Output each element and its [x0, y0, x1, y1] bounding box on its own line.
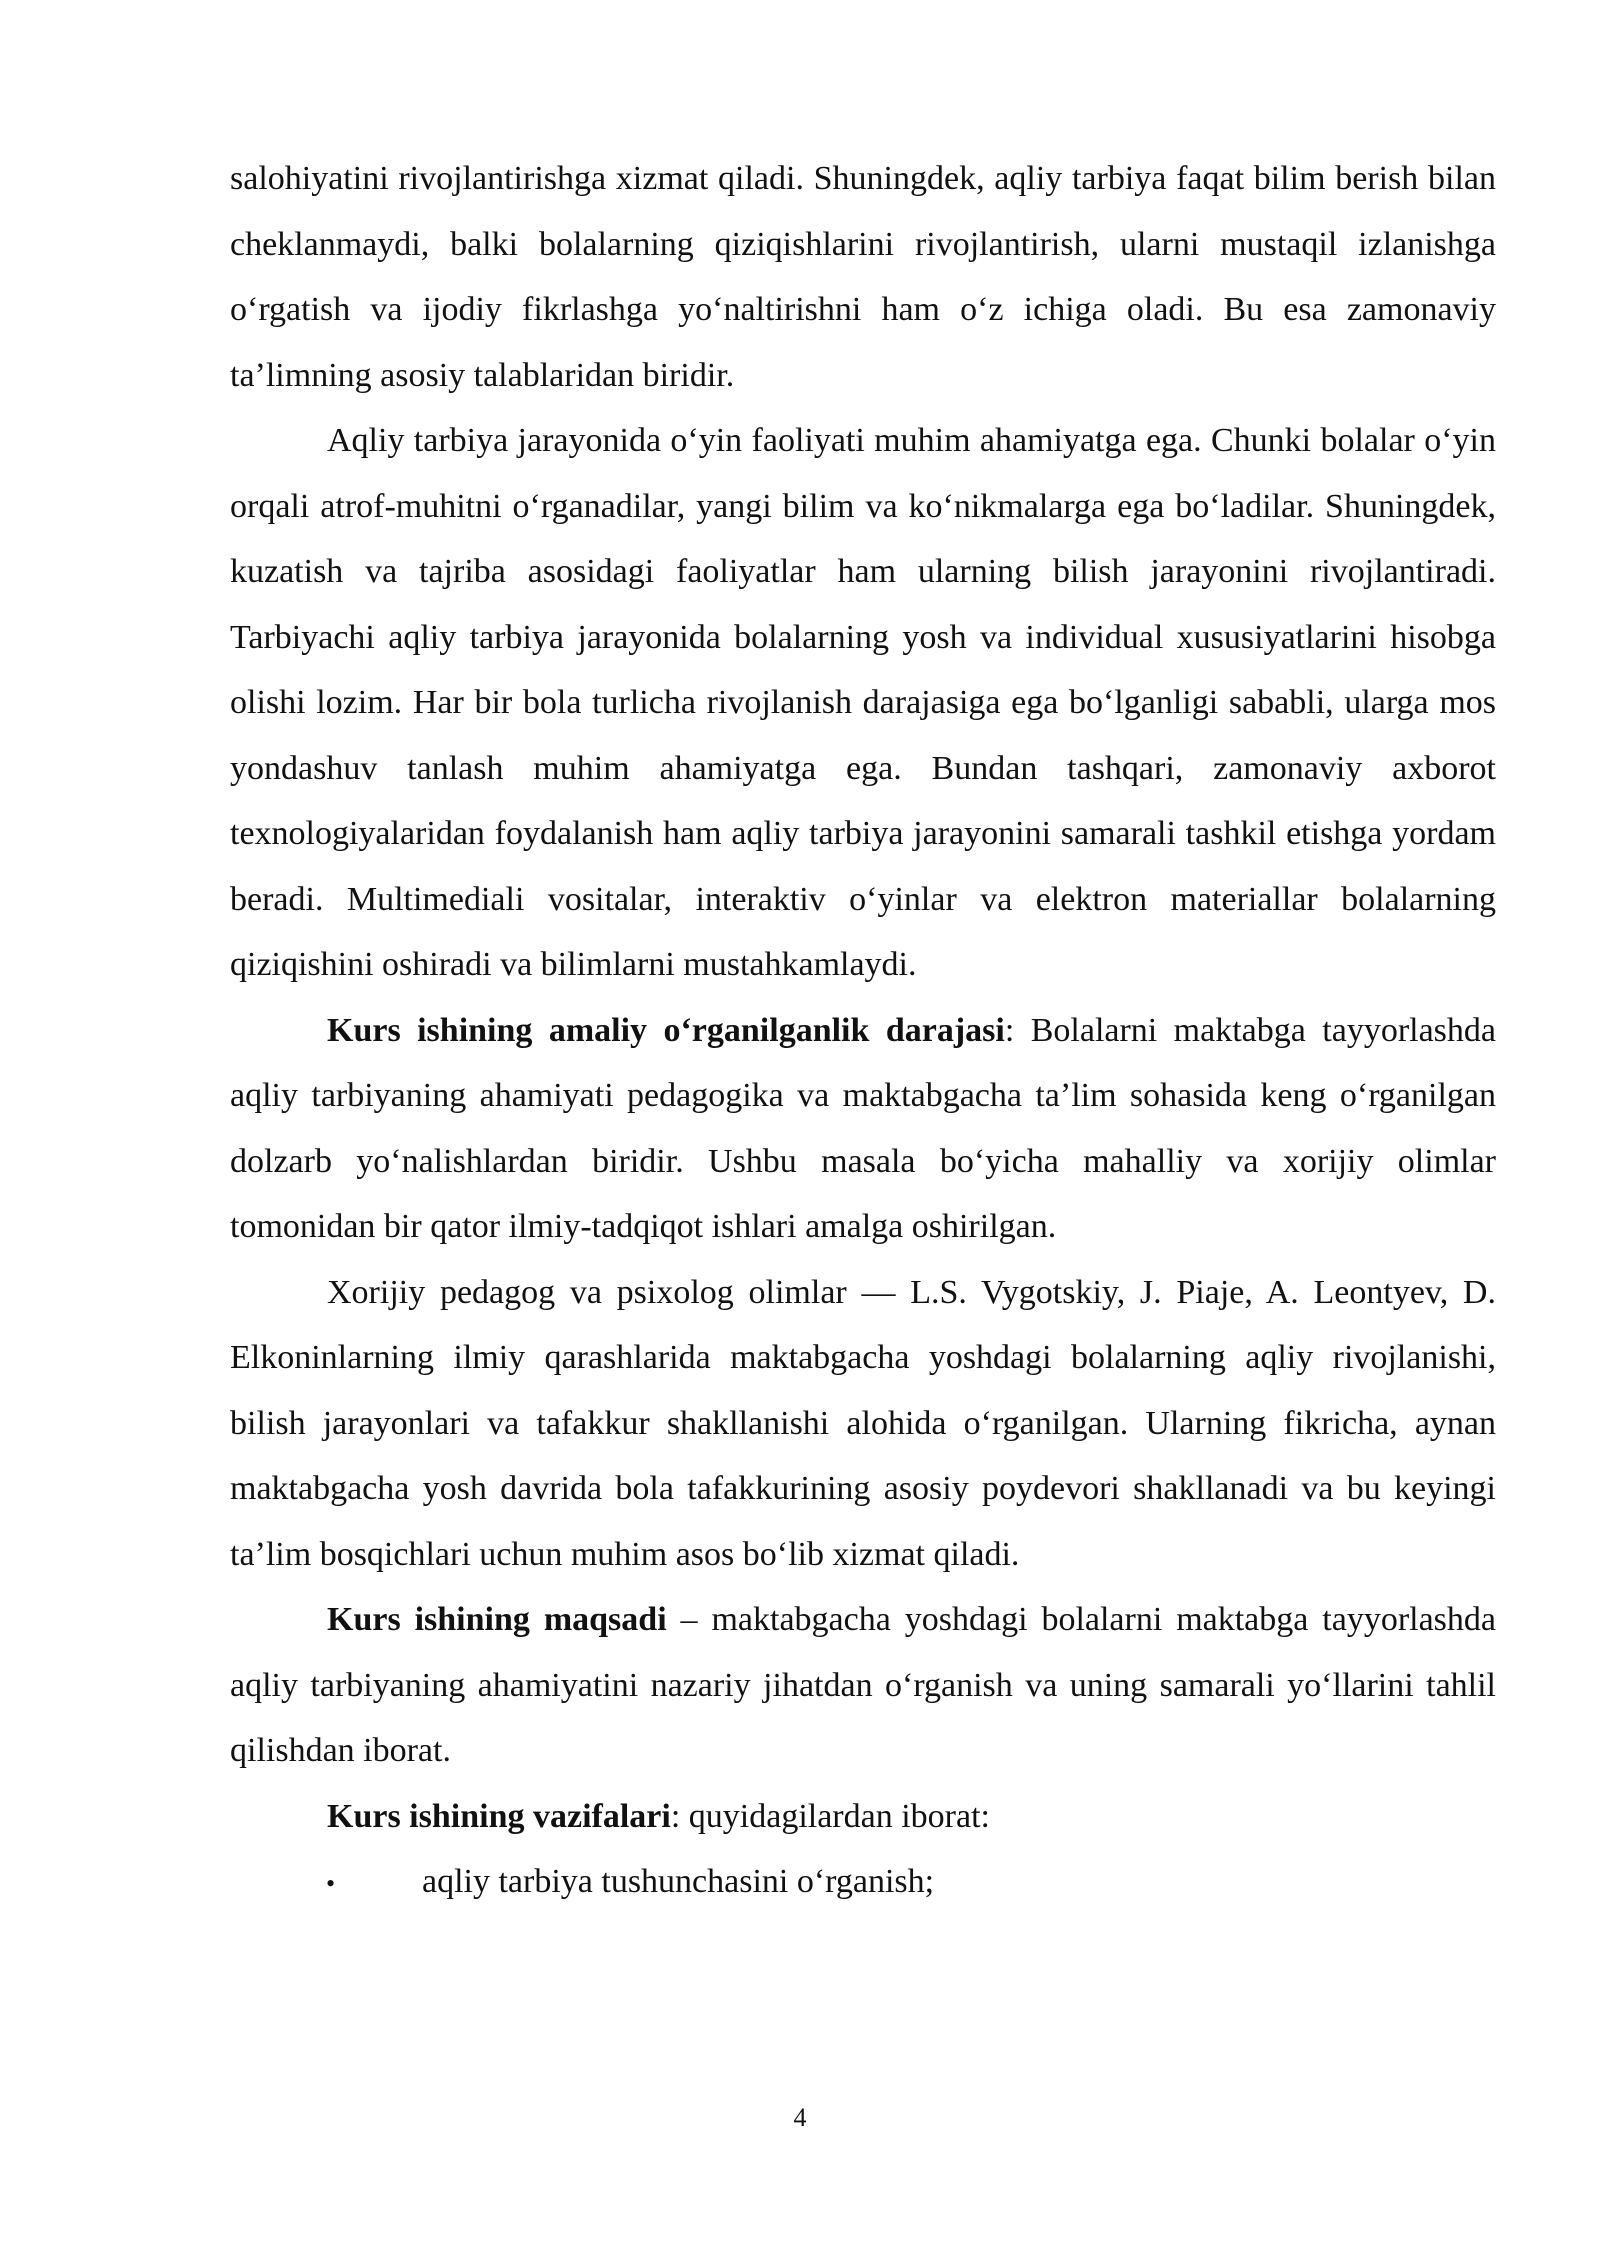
paragraph-separator: – [666, 1601, 712, 1638]
paragraph-tasks [230, 1784, 1496, 1850]
list-item-text: aqliy tarbiya tushunchasini oʻrganish; [422, 1863, 935, 1900]
paragraph-separator: : [670, 1797, 689, 1835]
paragraph-intro-continuation [230, 146, 1496, 408]
paragraph-lead-heading: Kurs ishining maqsadi [327, 1601, 667, 1638]
bullet-icon: • [326, 1869, 336, 1898]
page-number: 4 [793, 2103, 807, 2132]
paragraph-foreign-scholars [230, 1260, 1496, 1588]
paragraph-text: Xorijiy pedagog va psixolog olimlar — L.S. Vygotskiy, J. Piaje, A. Leontyev, D. Elkoninlarning ilmiy qarashlarida maktabgacha yoshdagi bolalarning aqliy rivojlanishi, bilish jarayonlari va tafakkur shakllanishi alohida oʻrganilgan. Ularning fikricha, aynan maktabgacha yosh davrida bola tafakkurining asosiy poydevori shakllanadi va bu keyingi taʼlim bosqichlari uchun muhim asos boʻlib xizmat qiladi. [230, 1273, 1496, 1573]
paragraph-separator: : [1004, 1011, 1031, 1049]
paragraph-text: Bolalarni maktabga tayyorlashda aqliy tarbiyaning ahamiyati pedagogika va maktabgacha taʼlim sohasida keng oʻrganilgan dolzarb yoʻnalishlardan biridir. Ushbu masala boʻyicha mahalliy va xorijiy olimlar tomonidan bir qator ilmiy-tadqiqot ishlari amalga oshirilgan. [230, 1011, 1497, 1245]
paragraph-play-activity [230, 408, 1496, 998]
paragraph-goal [230, 1587, 1496, 1784]
paragraph-text: maktabgacha yoshdagi bolalarni maktabga tayyorlashda aqliy tarbiyaning ahamiyatini nazariy jihatdan oʻrganish va uning samarali yoʻllarini tahlil qilishdan iborat. [230, 1601, 1497, 1769]
paragraph-text: salohiyatini rivojlantirishga xizmat qiladi. Shuningdek, aqliy tarbiya faqat bilim berish bilan cheklanmaydi, balki bolalarning qiziqishlarini rivojlantirish, ularni mustaqil izlanishga oʻrgatish va ijodiy fikrlashga yoʻnaltirishni ham oʻz ichiga oladi. Bu esa zamonaviy taʼlimning asosiy talablaridan biridir. [230, 160, 1496, 394]
paragraph-text: quyidagilardan iborat: [688, 1797, 990, 1835]
paragraph-study-level [230, 998, 1496, 1260]
paragraph-lead-heading: Kurs ishining amaliy oʻrganilganlik darajasi [327, 1011, 1005, 1049]
document-page [230, 146, 1496, 1915]
paragraph-lead-heading: Kurs ishining vazifalari [327, 1797, 671, 1835]
list-item [230, 1849, 1496, 1915]
paragraph-text: Aqliy tarbiya jarayonida oʻyin faoliyati muhim ahamiyatga ega. Chunki bolalar oʻyin orqali atrof-muhitni oʻrganadilar, yangi bilim va koʻnikmalarga ega boʻladilar. Shuningdek, kuzatish va tajriba asosidagi faoliyatlar ham ularning bilish jarayonini rivojlantiradi. Tarbiyachi aqliy tarbiya jarayonida bolalarning yosh va individual xususiyatlarini hisobga olishi lozim. Har bir bola turlicha rivojlanish darajasiga ega boʻlganligi sababli, ularga mos yondashuv tanlash muhim ahamiyatga ega. Bundan tashqari, zamonaviy axborot texnologiyalaridan foydalanish ham aqliy tarbiya jarayonini samarali tashkil etishga yordam beradi. Multimediali vositalar, interaktiv oʻyinlar va elektron materiallar bolalarning qiziqishini oshiradi va bilimlarni mustahkamlaydi. [230, 422, 1496, 983]
